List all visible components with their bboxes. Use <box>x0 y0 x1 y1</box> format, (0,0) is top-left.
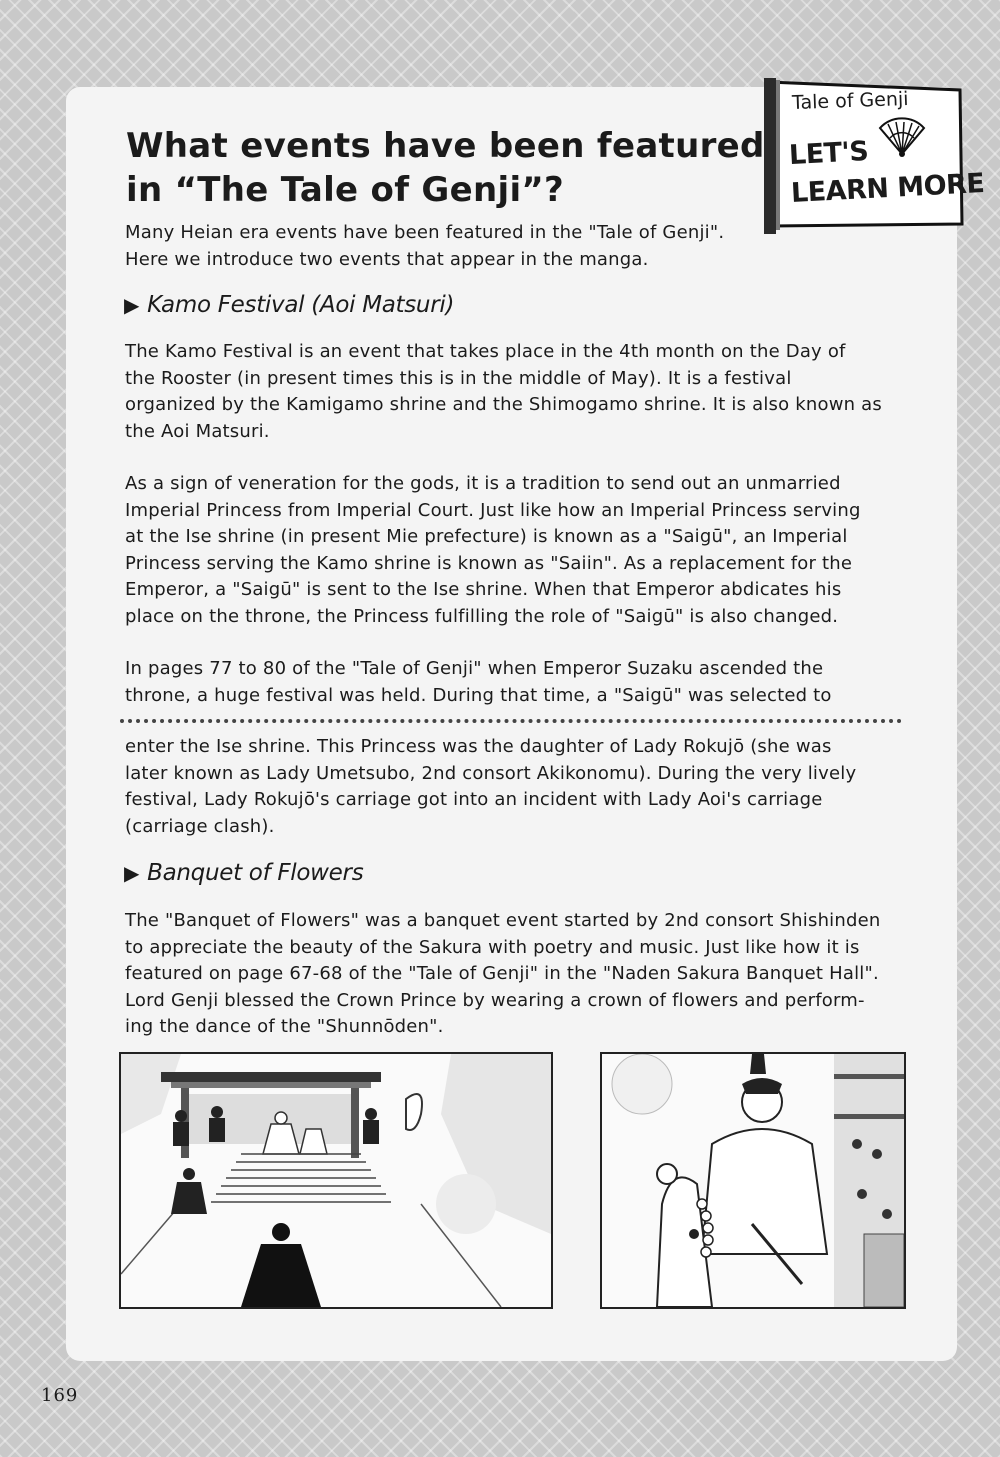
lets-learn-more-banner <box>762 76 986 236</box>
banner-line1: LET'S <box>788 135 870 172</box>
page-title <box>126 124 766 212</box>
section-heading-kamo-text: Kamo Festival (Aoi Matsuri) <box>147 292 455 318</box>
intro-paragraph: Many Heian era events have been featured in the "Tale of Genji". Here we introduce two events that appear in the manga. <box>125 222 725 270</box>
triangle-bullet-icon: ▶ <box>124 293 140 317</box>
banner-line2: LEARN MORE <box>790 167 986 210</box>
dotted-divider <box>120 719 902 723</box>
kamo-paragraph-1: The Kamo Festival is an event that takes place in the 4th month on the Day of the Rooster (in present times this is in the middle of May). It is a festival organized by the Kamigamo shrine and the Shimogamo shrine. It is also known as the Aoi Matsuri. <box>125 341 882 442</box>
triangle-bullet-icon: ▶ <box>124 861 140 885</box>
banquet-paragraph: The "Banquet of Flowers" was a banquet event started by 2nd consort Shishinden to appreciate the beauty of the Sakura with poetry and music. Just like how it is featured on page 67-68 of the "Tale of Genji" in the "Naden Sakura Banquet Hall". Lord Genji blessed the Crown Prince by wearing a crown of flowers and perform- ing the dance of the "Shunnōden". <box>125 910 881 1037</box>
page-number: 169 <box>41 1385 79 1406</box>
banner-main-label <box>788 127 985 213</box>
title-line2: in “The Tale of Genji”? <box>126 170 565 210</box>
banner-top-label: Tale of Genji <box>791 87 909 115</box>
section-heading-banquet-text: Banquet of Flowers <box>147 860 364 886</box>
section-heading-kamo <box>124 292 454 318</box>
manga-panel-genji-on-horse-illustration <box>600 1052 906 1309</box>
kamo-paragraph-3: In pages 77 to 80 of the "Tale of Genji" when Emperor Suzaku ascended the throne, a huge festival was held. During that time, a "Saigū" was selected to <box>125 658 832 706</box>
kamo-paragraph-4: enter the Ise shrine. This Princess was the daughter of Lady Rokujō (she was later known as Lady Umetsubo, 2nd consort Akikonomu). During the very lively festival, Lady Rokujō's carriage got into an incident with Lady Aoi's carriage (carriage clash). <box>125 736 857 837</box>
kamo-paragraph-2: As a sign of veneration for the gods, it is a tradition to send out an unmarried Imperial Princess from Imperial Court. Just like how an Imperial Princess serving at the Ise shrine (in present Mie prefecture) is known as a "Saigū", an Imperial Princess serving the Kamo shrine is known as "Saiin". As a replacement for the Emperor, a "Saigū" is sent to the Ise shrine. When that Emperor abdicates his place on the throne, the Princess fulfilling the role of "Saigū" is also changed. <box>125 473 861 627</box>
manga-panel-banquet-illustration <box>119 1052 553 1309</box>
section-heading-banquet <box>124 860 363 886</box>
title-line1: What events have been featured <box>126 126 765 166</box>
